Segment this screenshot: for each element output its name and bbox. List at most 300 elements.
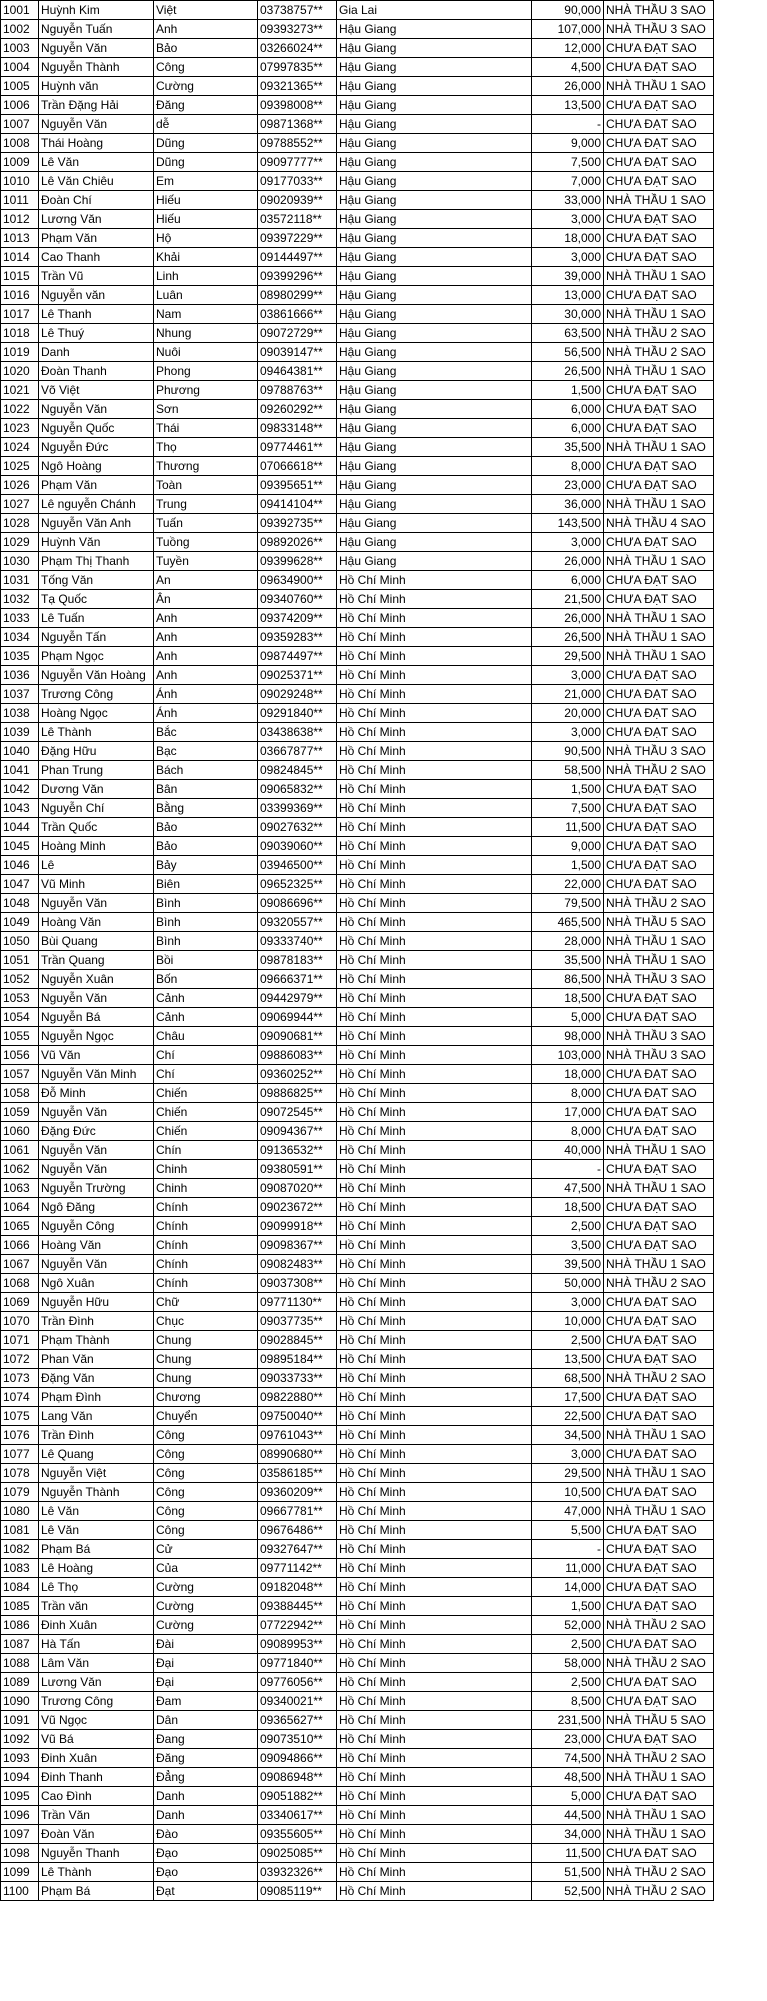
- cell-phone: 09886825**: [258, 1084, 337, 1103]
- table-body: [1, 1, 714, 1901]
- cell-first-name: Chiến: [154, 1084, 258, 1103]
- cell-first-name: Bắc: [154, 723, 258, 742]
- cell-stt: 1003: [1, 39, 39, 58]
- cell-phone: 09333740**: [258, 932, 337, 951]
- table-row: [1, 552, 714, 571]
- cell-points: 13,500: [532, 1350, 604, 1369]
- cell-phone: 09442979**: [258, 989, 337, 1008]
- cell-stt: 1063: [1, 1179, 39, 1198]
- cell-province: Hậu Giang: [337, 20, 532, 39]
- cell-stt: 1079: [1, 1483, 39, 1502]
- cell-stt: 1078: [1, 1464, 39, 1483]
- cell-last-name: Lê Thanh: [39, 305, 154, 324]
- cell-stt: 1043: [1, 799, 39, 818]
- cell-province: Hậu Giang: [337, 96, 532, 115]
- table-row: [1, 1863, 714, 1882]
- cell-last-name: Nguyễn Văn: [39, 115, 154, 134]
- cell-last-name: Lê Văn: [39, 1502, 154, 1521]
- cell-rank: CHƯA ĐẠT SAO: [604, 837, 714, 856]
- cell-stt: 1046: [1, 856, 39, 875]
- cell-phone: 09039147**: [258, 343, 337, 362]
- cell-province: Hậu Giang: [337, 134, 532, 153]
- cell-first-name: Danh: [154, 1806, 258, 1825]
- cell-province: Hồ Chí Minh: [337, 1844, 532, 1863]
- cell-rank: CHƯA ĐẠT SAO: [604, 172, 714, 191]
- cell-first-name: Ánh: [154, 685, 258, 704]
- cell-province: Hồ Chí Minh: [337, 685, 532, 704]
- cell-points: 13,000: [532, 286, 604, 305]
- table-row: [1, 286, 714, 305]
- cell-stt: 1095: [1, 1787, 39, 1806]
- cell-first-name: Chiến: [154, 1103, 258, 1122]
- cell-points: 35,500: [532, 438, 604, 457]
- cell-stt: 1014: [1, 248, 39, 267]
- cell-points: 34,500: [532, 1426, 604, 1445]
- cell-points: 10,500: [532, 1483, 604, 1502]
- cell-points: 3,500: [532, 1236, 604, 1255]
- table-row: [1, 1122, 714, 1141]
- cell-points: 48,500: [532, 1768, 604, 1787]
- cell-province: Hậu Giang: [337, 229, 532, 248]
- cell-first-name: dễ: [154, 115, 258, 134]
- cell-first-name: Đào: [154, 1825, 258, 1844]
- cell-points: 52,000: [532, 1616, 604, 1635]
- cell-last-name: Nguyễn Công: [39, 1217, 154, 1236]
- cell-rank: CHƯA ĐẠT SAO: [604, 134, 714, 153]
- cell-rank: NHÀ THẦU 2 SAO: [604, 761, 714, 780]
- table-row: [1, 1217, 714, 1236]
- cell-first-name: Chín: [154, 1141, 258, 1160]
- cell-last-name: Lương Văn: [39, 1673, 154, 1692]
- cell-points: 63,500: [532, 324, 604, 343]
- cell-first-name: Cường: [154, 1616, 258, 1635]
- cell-points: 26,500: [532, 628, 604, 647]
- table-row: [1, 115, 714, 134]
- cell-first-name: An: [154, 571, 258, 590]
- cell-last-name: Phạm Thị Thanh: [39, 552, 154, 571]
- cell-rank: CHƯA ĐẠT SAO: [604, 115, 714, 134]
- cell-stt: 1017: [1, 305, 39, 324]
- cell-first-name: Công: [154, 1502, 258, 1521]
- cell-last-name: Nguyễn Văn: [39, 400, 154, 419]
- table-row: [1, 1331, 714, 1350]
- cell-rank: NHÀ THẦU 1 SAO: [604, 1141, 714, 1160]
- table-row: [1, 419, 714, 438]
- table-row: [1, 1198, 714, 1217]
- cell-rank: CHƯA ĐẠT SAO: [604, 1350, 714, 1369]
- cell-points: 5,500: [532, 1521, 604, 1540]
- cell-rank: NHÀ THẦU 2 SAO: [604, 343, 714, 362]
- cell-points: 7,500: [532, 153, 604, 172]
- cell-last-name: Vũ Ngọc: [39, 1711, 154, 1730]
- cell-phone: 09771840**: [258, 1654, 337, 1673]
- cell-province: Hồ Chí Minh: [337, 1217, 532, 1236]
- cell-rank: NHÀ THẦU 1 SAO: [604, 951, 714, 970]
- cell-rank: CHƯA ĐẠT SAO: [604, 1160, 714, 1179]
- cell-last-name: Đặng Văn: [39, 1369, 154, 1388]
- cell-province: Hồ Chí Minh: [337, 1046, 532, 1065]
- cell-first-name: Bốn: [154, 970, 258, 989]
- cell-points: 17,000: [532, 1103, 604, 1122]
- cell-points: 13,500: [532, 96, 604, 115]
- cell-points: 79,500: [532, 894, 604, 913]
- cell-points: 6,000: [532, 400, 604, 419]
- cell-rank: NHÀ THẦU 3 SAO: [604, 1027, 714, 1046]
- cell-points: 22,500: [532, 1407, 604, 1426]
- cell-rank: CHƯA ĐẠT SAO: [604, 1635, 714, 1654]
- cell-stt: 1015: [1, 267, 39, 286]
- cell-rank: CHƯA ĐẠT SAO: [604, 210, 714, 229]
- cell-phone: 09365627**: [258, 1711, 337, 1730]
- cell-province: Hồ Chí Minh: [337, 1445, 532, 1464]
- cell-rank: CHƯA ĐẠT SAO: [604, 1597, 714, 1616]
- cell-phone: 09072729**: [258, 324, 337, 343]
- cell-first-name: Chiến: [154, 1122, 258, 1141]
- cell-province: Hồ Chí Minh: [337, 1749, 532, 1768]
- cell-last-name: Nguyễn Văn: [39, 1255, 154, 1274]
- cell-phone: 09094866**: [258, 1749, 337, 1768]
- cell-rank: CHƯA ĐẠT SAO: [604, 1673, 714, 1692]
- cell-province: Hậu Giang: [337, 305, 532, 324]
- cell-province: Hồ Chí Minh: [337, 723, 532, 742]
- cell-points: 26,000: [532, 77, 604, 96]
- cell-stt: 1030: [1, 552, 39, 571]
- cell-rank: CHƯA ĐẠT SAO: [604, 1692, 714, 1711]
- cell-rank: CHƯA ĐẠT SAO: [604, 1103, 714, 1122]
- cell-last-name: Nguyễn văn: [39, 286, 154, 305]
- cell-stt: 1009: [1, 153, 39, 172]
- cell-stt: 1018: [1, 324, 39, 343]
- cell-last-name: Phan Trung: [39, 761, 154, 780]
- cell-first-name: Cường: [154, 1597, 258, 1616]
- cell-province: Hồ Chí Minh: [337, 628, 532, 647]
- cell-last-name: Nguyễn Văn: [39, 989, 154, 1008]
- cell-last-name: Trương Công: [39, 1692, 154, 1711]
- cell-province: Hậu Giang: [337, 438, 532, 457]
- cell-stt: 1086: [1, 1616, 39, 1635]
- cell-phone: 08980299**: [258, 286, 337, 305]
- cell-stt: 1028: [1, 514, 39, 533]
- cell-points: 9,000: [532, 837, 604, 856]
- cell-rank: CHƯA ĐẠT SAO: [604, 457, 714, 476]
- cell-phone: 09824845**: [258, 761, 337, 780]
- cell-stt: 1087: [1, 1635, 39, 1654]
- cell-stt: 1096: [1, 1806, 39, 1825]
- cell-province: Hồ Chí Minh: [337, 1673, 532, 1692]
- cell-last-name: Nguyễn Văn: [39, 39, 154, 58]
- cell-last-name: Phạm Bá: [39, 1882, 154, 1901]
- cell-rank: NHÀ THẦU 1 SAO: [604, 552, 714, 571]
- cell-stt: 1040: [1, 742, 39, 761]
- cell-points: 2,500: [532, 1217, 604, 1236]
- cell-last-name: Phạm Văn: [39, 229, 154, 248]
- cell-first-name: Hiếu: [154, 210, 258, 229]
- cell-points: 231,500: [532, 1711, 604, 1730]
- cell-phone: 09028845**: [258, 1331, 337, 1350]
- cell-last-name: Trần Vũ: [39, 267, 154, 286]
- cell-province: Hồ Chí Minh: [337, 989, 532, 1008]
- cell-rank: CHƯA ĐẠT SAO: [604, 1559, 714, 1578]
- table-row: [1, 970, 714, 989]
- cell-phone: 09395651**: [258, 476, 337, 495]
- cell-stt: 1012: [1, 210, 39, 229]
- cell-rank: NHÀ THẦU 3 SAO: [604, 20, 714, 39]
- cell-last-name: Lê Văn: [39, 1521, 154, 1540]
- cell-stt: 1053: [1, 989, 39, 1008]
- cell-phone: 09788552**: [258, 134, 337, 153]
- table-row: [1, 1236, 714, 1255]
- cell-points: 3,000: [532, 723, 604, 742]
- cell-last-name: Lương Văn: [39, 210, 154, 229]
- cell-first-name: Đăng: [154, 1749, 258, 1768]
- cell-province: Hậu Giang: [337, 324, 532, 343]
- cell-last-name: Võ Việt: [39, 381, 154, 400]
- cell-first-name: Công: [154, 1521, 258, 1540]
- table-row: [1, 818, 714, 837]
- cell-first-name: Bảo: [154, 39, 258, 58]
- cell-first-name: Chính: [154, 1255, 258, 1274]
- table-row: [1, 438, 714, 457]
- table-row: [1, 1730, 714, 1749]
- cell-province: Hồ Chí Minh: [337, 1274, 532, 1293]
- cell-first-name: Đại: [154, 1673, 258, 1692]
- cell-rank: CHƯA ĐẠT SAO: [604, 685, 714, 704]
- cell-stt: 1016: [1, 286, 39, 305]
- cell-stt: 1055: [1, 1027, 39, 1046]
- cell-last-name: Phạm Bá: [39, 1540, 154, 1559]
- cell-stt: 1020: [1, 362, 39, 381]
- table-row: [1, 799, 714, 818]
- cell-first-name: Dũng: [154, 134, 258, 153]
- cell-points: 14,000: [532, 1578, 604, 1597]
- cell-province: Hậu Giang: [337, 362, 532, 381]
- cell-province: Hồ Chí Minh: [337, 1426, 532, 1445]
- cell-province: Hồ Chí Minh: [337, 932, 532, 951]
- cell-province: Hậu Giang: [337, 267, 532, 286]
- cell-phone: 09392735**: [258, 514, 337, 533]
- cell-phone: 03572118**: [258, 210, 337, 229]
- table-row: [1, 1540, 714, 1559]
- cell-rank: CHƯA ĐẠT SAO: [604, 1084, 714, 1103]
- cell-rank: CHƯA ĐẠT SAO: [604, 1198, 714, 1217]
- cell-last-name: Nguyễn Tấn: [39, 628, 154, 647]
- cell-points: 58,500: [532, 761, 604, 780]
- cell-last-name: Lê Quang: [39, 1445, 154, 1464]
- cell-phone: 09027632**: [258, 818, 337, 837]
- table-row: [1, 571, 714, 590]
- cell-rank: CHƯA ĐẠT SAO: [604, 286, 714, 305]
- cell-points: 17,500: [532, 1388, 604, 1407]
- table-row: [1, 400, 714, 419]
- cell-points: 90,500: [532, 742, 604, 761]
- cell-province: Hậu Giang: [337, 210, 532, 229]
- cell-rank: NHÀ THẦU 2 SAO: [604, 894, 714, 913]
- cell-stt: 1064: [1, 1198, 39, 1217]
- cell-last-name: Lê Hoàng: [39, 1559, 154, 1578]
- cell-rank: NHÀ THẦU 1 SAO: [604, 1825, 714, 1844]
- cell-province: Hồ Chí Minh: [337, 799, 532, 818]
- cell-phone: 09051882**: [258, 1787, 337, 1806]
- table-row: [1, 647, 714, 666]
- cell-phone: 09136532**: [258, 1141, 337, 1160]
- cell-last-name: Đoàn Thanh: [39, 362, 154, 381]
- cell-province: Hồ Chí Minh: [337, 1255, 532, 1274]
- cell-stt: 1056: [1, 1046, 39, 1065]
- cell-points: 3,000: [532, 1445, 604, 1464]
- cell-province: Hồ Chí Minh: [337, 894, 532, 913]
- cell-rank: NHÀ THẦU 2 SAO: [604, 1616, 714, 1635]
- cell-phone: 09393273**: [258, 20, 337, 39]
- cell-last-name: Huỳnh Kim: [39, 1, 154, 20]
- cell-first-name: Tuồng: [154, 533, 258, 552]
- cell-province: Hồ Chí Minh: [337, 1502, 532, 1521]
- cell-rank: NHÀ THẦU 1 SAO: [604, 77, 714, 96]
- cell-last-name: Đoàn Văn: [39, 1825, 154, 1844]
- cell-last-name: Hoàng Minh: [39, 837, 154, 856]
- cell-last-name: Hà Tấn: [39, 1635, 154, 1654]
- table-row: [1, 1, 714, 20]
- cell-stt: 1088: [1, 1654, 39, 1673]
- cell-points: 35,500: [532, 951, 604, 970]
- cell-first-name: Nam: [154, 305, 258, 324]
- cell-stt: 1029: [1, 533, 39, 552]
- cell-points: 9,000: [532, 134, 604, 153]
- cell-first-name: Chính: [154, 1217, 258, 1236]
- cell-first-name: Tuấn: [154, 514, 258, 533]
- table-row: [1, 1711, 714, 1730]
- cell-stt: 1035: [1, 647, 39, 666]
- cell-stt: 1081: [1, 1521, 39, 1540]
- cell-first-name: Danh: [154, 1787, 258, 1806]
- cell-points: 26,500: [532, 362, 604, 381]
- table-row: [1, 1008, 714, 1027]
- cell-stt: 1051: [1, 951, 39, 970]
- cell-first-name: Đẳng: [154, 1768, 258, 1787]
- cell-first-name: Chung: [154, 1350, 258, 1369]
- cell-first-name: Chuyển: [154, 1407, 258, 1426]
- cell-rank: CHƯA ĐẠT SAO: [604, 96, 714, 115]
- table-row: [1, 172, 714, 191]
- cell-phone: 09374209**: [258, 609, 337, 628]
- table-row: [1, 1597, 714, 1616]
- table-row: [1, 894, 714, 913]
- cell-last-name: Nguyễn Thành: [39, 1483, 154, 1502]
- cell-phone: 09776056**: [258, 1673, 337, 1692]
- cell-rank: NHÀ THẦU 5 SAO: [604, 1711, 714, 1730]
- cell-rank: NHÀ THẦU 3 SAO: [604, 1, 714, 20]
- cell-first-name: Nuôi: [154, 343, 258, 362]
- cell-rank: CHƯA ĐẠT SAO: [604, 818, 714, 837]
- cell-first-name: Bân: [154, 780, 258, 799]
- cell-rank: CHƯA ĐẠT SAO: [604, 571, 714, 590]
- cell-stt: 1085: [1, 1597, 39, 1616]
- cell-province: Hậu Giang: [337, 115, 532, 134]
- cell-rank: NHÀ THẦU 5 SAO: [604, 913, 714, 932]
- cell-province: Hồ Chí Minh: [337, 1350, 532, 1369]
- cell-first-name: Công: [154, 1445, 258, 1464]
- cell-province: Hồ Chí Minh: [337, 666, 532, 685]
- cell-rank: CHƯA ĐẠT SAO: [604, 723, 714, 742]
- table-row: [1, 229, 714, 248]
- cell-last-name: Nguyễn Chí: [39, 799, 154, 818]
- table-row: [1, 77, 714, 96]
- cell-first-name: Ân: [154, 590, 258, 609]
- cell-rank: CHƯA ĐẠT SAO: [604, 1730, 714, 1749]
- table-row: [1, 362, 714, 381]
- cell-points: 18,500: [532, 1198, 604, 1217]
- cell-first-name: Phương: [154, 381, 258, 400]
- cell-first-name: Công: [154, 1426, 258, 1445]
- cell-province: Hồ Chí Minh: [337, 1483, 532, 1502]
- cell-last-name: Lê nguyễn Chánh: [39, 495, 154, 514]
- table-row: [1, 1825, 714, 1844]
- cell-stt: 1023: [1, 419, 39, 438]
- cell-stt: 1025: [1, 457, 39, 476]
- cell-stt: 1082: [1, 1540, 39, 1559]
- cell-first-name: Chinh: [154, 1179, 258, 1198]
- cell-last-name: Ngô Đăng: [39, 1198, 154, 1217]
- cell-first-name: Chí: [154, 1065, 258, 1084]
- cell-stt: 1098: [1, 1844, 39, 1863]
- cell-rank: CHƯA ĐẠT SAO: [604, 39, 714, 58]
- cell-points: 26,000: [532, 552, 604, 571]
- cell-rank: CHƯA ĐẠT SAO: [604, 1312, 714, 1331]
- cell-last-name: Nguyễn Văn: [39, 1141, 154, 1160]
- cell-stt: 1062: [1, 1160, 39, 1179]
- cell-phone: 09065832**: [258, 780, 337, 799]
- cell-rank: NHÀ THẦU 1 SAO: [604, 1806, 714, 1825]
- cell-points: 47,500: [532, 1179, 604, 1198]
- cell-last-name: Phạm Văn: [39, 476, 154, 495]
- cell-phone: 03438638**: [258, 723, 337, 742]
- cell-phone: 09771130**: [258, 1293, 337, 1312]
- cell-first-name: Biên: [154, 875, 258, 894]
- cell-phone: 09039060**: [258, 837, 337, 856]
- cell-province: Hồ Chí Minh: [337, 1882, 532, 1901]
- cell-first-name: Chục: [154, 1312, 258, 1331]
- cell-phone: 09340021**: [258, 1692, 337, 1711]
- cell-stt: 1052: [1, 970, 39, 989]
- cell-stt: 1067: [1, 1255, 39, 1274]
- cell-stt: 1001: [1, 1, 39, 20]
- table-row: [1, 134, 714, 153]
- cell-last-name: Nguyễn Văn Minh: [39, 1065, 154, 1084]
- cell-first-name: Linh: [154, 267, 258, 286]
- cell-rank: CHƯA ĐẠT SAO: [604, 1445, 714, 1464]
- cell-last-name: Lê Thành: [39, 723, 154, 742]
- cell-last-name: Nguyễn Đức: [39, 438, 154, 457]
- table-row: [1, 1255, 714, 1274]
- cell-points: 465,500: [532, 913, 604, 932]
- cell-points: 2,500: [532, 1331, 604, 1350]
- cell-phone: 09098367**: [258, 1236, 337, 1255]
- cell-points: 39,500: [532, 1255, 604, 1274]
- cell-phone: 09359283**: [258, 628, 337, 647]
- cell-points: 18,000: [532, 229, 604, 248]
- cell-stt: 1072: [1, 1350, 39, 1369]
- cell-province: Hồ Chí Minh: [337, 1084, 532, 1103]
- cell-phone: 09033733**: [258, 1369, 337, 1388]
- cell-province: Hồ Chí Minh: [337, 1293, 532, 1312]
- table-row: [1, 1692, 714, 1711]
- cell-stt: 1031: [1, 571, 39, 590]
- cell-rank: NHÀ THẦU 2 SAO: [604, 1369, 714, 1388]
- table-row: [1, 1350, 714, 1369]
- cell-phone: 09360252**: [258, 1065, 337, 1084]
- cell-stt: 1027: [1, 495, 39, 514]
- cell-rank: NHÀ THẦU 1 SAO: [604, 305, 714, 324]
- table-row: [1, 324, 714, 343]
